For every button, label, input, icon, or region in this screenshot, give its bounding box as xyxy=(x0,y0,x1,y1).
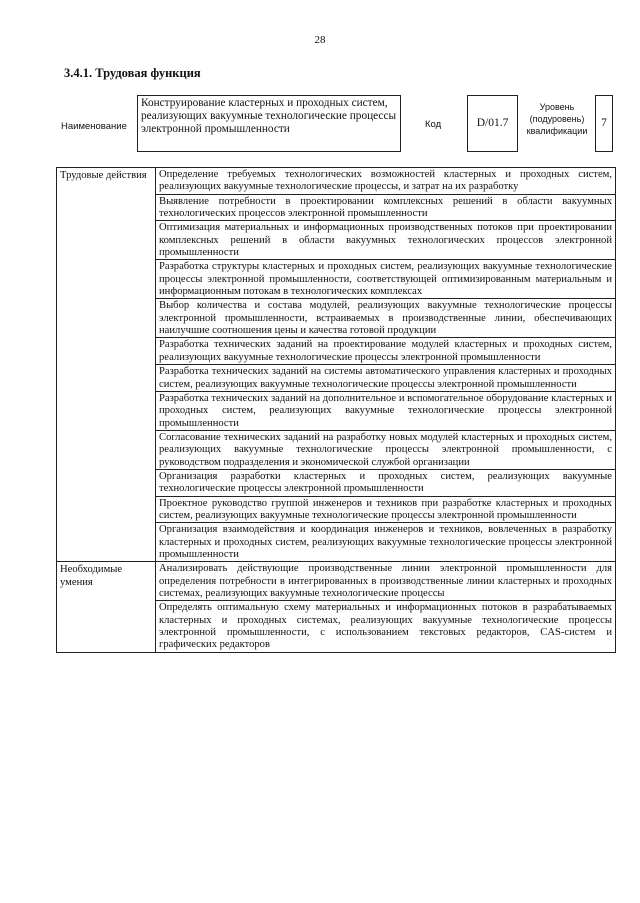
table-row xyxy=(57,168,616,195)
section-label: Необходимые умения xyxy=(57,562,156,652)
table-cell: Разработка структуры кластерных и проходных систем, реализующих вакуумные технологические процессы электронной промышленности, соответствующей оптимизированным материальным и информационным потокам в технологических комплексах xyxy=(156,260,616,299)
table-cell: Организация взаимодействия и координация инженеров и техников, вовлеченных в разработку кластерных и проходных систем, реализующих вакуумные технологические процессы электронной промышленности xyxy=(156,523,616,562)
table-cell: Согласование технических заданий на разработку новых модулей кластерных и проходных систем, реализующих вакуумные технологические процессы электронной промышленности, с руководством подразделения и экономической службой организации xyxy=(156,430,616,469)
qualification-level-box: 7 xyxy=(595,95,613,152)
table-cell: Разработка технических заданий на системы автоматического управления кластерных и проходных систем, реализующих вакуумные технологические процессы электронной промышленности xyxy=(156,365,616,392)
table-cell: Определять оптимальную схему материальных и информационных потоков в разрабатываемых кластерных и проходных системах, реализующих вакуумные технологические процессы электронной промышленности, с использованием текстовых редакторов, CAS-систем и графических редакторов xyxy=(156,601,616,652)
table-cell: Выявление потребности в проектировании комплексных решений в области вакуумных технологических процессов электронной промышленности xyxy=(156,194,616,221)
section-label: Трудовые действия xyxy=(57,168,156,562)
page-number: 28 xyxy=(314,34,326,46)
section-title: 3.4.1. Трудовая функция xyxy=(64,66,201,80)
table-row xyxy=(57,562,616,601)
table-cell: Разработка технических заданий на проектирование модулей кластерных и проходных систем, реализующих вакуумные технологические процессы электронной промышленности xyxy=(156,338,616,365)
table-cell: Оптимизация материальных и информационных производственных потоков при проектировании комплексных решений в области вакуумных технологических процессов электронной промышленности xyxy=(156,221,616,260)
code-label: Код xyxy=(425,119,442,130)
table-cell: Определение требуемых технологических возможностей кластерных и проходных систем, реализующих вакуумные технологические процессы, и затрат на их разработку xyxy=(156,168,616,195)
function-table xyxy=(56,167,616,653)
table-cell: Разработка технических заданий на дополнительное и вспомогательное оборудование кластерных и проходных систем, реализующих вакуумные технологические процессы электронной промышленности xyxy=(156,391,616,430)
table-cell: Проектное руководство группой инженеров и техников при разработке кластерных и проходных систем, реализующих вакуумные технологические процессы электронной промышленности xyxy=(156,496,616,523)
table-cell: Выбор количества и состава модулей, реализующих вакуумные технологические процессы электронной промышленности, встраиваемых в производственные линии, обеспечивающих наилучшие соотношения цены и качества готовой продукции xyxy=(156,299,616,338)
name-label: Наименование xyxy=(61,121,127,132)
table-cell: Анализировать действующие производственные линии электронной промышленности для определения потребности в интегрированных в производственные линии кластерных и проходных системах, реализующих вакуумные технологические процессы xyxy=(156,562,616,601)
function-name-box: Конструирование кластерных и проходных систем, реализующих вакуумные технологические процессы электронной промышленности xyxy=(137,95,401,152)
table-cell: Организация разработки кластерных и проходных систем, реализующих вакуумные технологические процессы электронной промышленности xyxy=(156,469,616,496)
code-value-box: D/01.7 xyxy=(467,95,518,152)
qualification-level-label: Уровень (подуровень) квалификации xyxy=(526,102,588,136)
